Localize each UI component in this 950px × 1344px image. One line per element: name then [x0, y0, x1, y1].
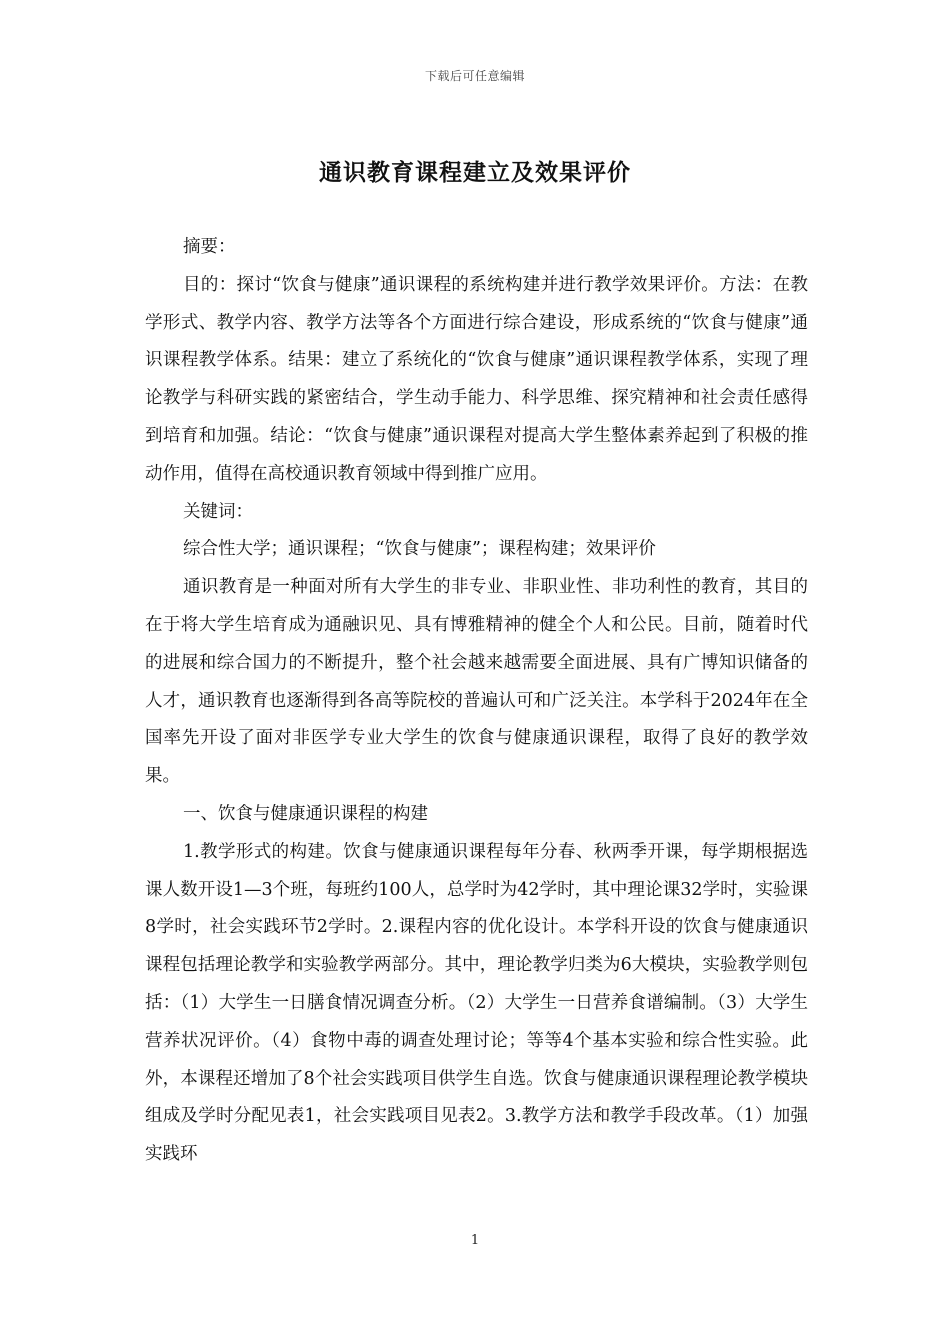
abstract-label: 摘要： — [183, 237, 236, 257]
section-paragraph: 1.教学形式的构建。饮食与健康通识课程每年分春、秋两季开课，每学期根据选课人数开设1—3个班，每班约100人，总学时为42学时，其中理论课32学时，实验课8学时，社会实践环节2学时。2.课程内容的优化设计。本学科开设的饮食与健康通识课程包括理论教学和实验教学两部分。其中，理论教学归类为6大模块，实验教学则包括：（1）大学生一日膳食情况调查分析。（2）大学生一日营养食谱编制。（3）大学生营养状况评价。（4）食物中毒的调查处理讨论；等等4个基本实验和综合性实验。此外，本课程还增加了8个社会实践项目供学生自选。饮食与健康通识课程理论教学模块组成及学时分配见表1，社会实践项目见表2。3.教学方法和教学手段改革。（1）加强实践环 — [145, 841, 808, 1165]
page-number: 1 — [470, 1233, 480, 1248]
abstract-paragraph: 目的：探讨“饮食与健康”通识课程的系统构建并进行教学效果评价。方法：在教学形式、教学内容、教学方法等各个方面进行综合建设，形成系统的“饮食与健康”通识课程教学体系。结果：建立了系统化的“饮食与健康”通识课程教学体系，实现了理论教学与科研实践的紧密结合，学生动手能力、科学思维、探究精神和社会责任感得到培育和加强。结论：“饮食与健康”通识课程对提高大学生整体素养起到了积极的推动作用，值得在高校通识教育领域中得到推广应用。 — [145, 274, 808, 484]
keywords-label: 关键词： — [183, 501, 253, 522]
header-note: 下载后可任意编辑 — [424, 69, 525, 83]
document-title: 通识教育课程建立及效果评价 — [319, 159, 631, 186]
intro-paragraph: 通识教育是一种面对所有大学生的非专业、非职业性、非功利性的教育，其目的在于将大学生培育成为通融识见、具有博雅精神的健全个人和公民。目前，随着时代的进展和综合国力的不断提升，整个社会越来越需要全面进展、具有广博知识储备的人才，通识教育也逐渐得到各高等院校的普遍认可和广泛关注。本学科于2024年在全国率先开设了面对非医学专业大学生的饮食与健康通识课程，取得了良好的教学效果。 — [145, 577, 808, 787]
section-heading: 一、饮食与健康通识课程的构建 — [183, 803, 428, 824]
keywords-paragraph: 综合性大学；通识课程；“饮食与健康”；课程构建；效果评价 — [183, 539, 656, 560]
document-body — [145, 229, 808, 1174]
